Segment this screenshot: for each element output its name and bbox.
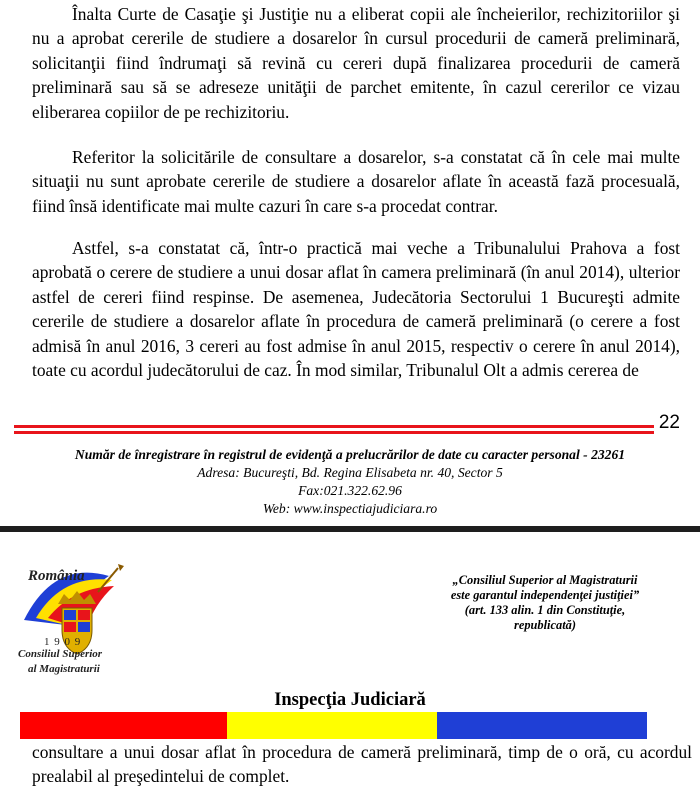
tricolor-red: [20, 712, 227, 739]
paragraph-file-consultation: Referitor la solicitările de consultare a dosarelor, s-a constatat că în cele mai multe situaţii nu sunt aprobate cererile de studiere a dosarelor aflate în această fază procesuală, fiind însă identificate mai multe cazuri în care s-a procedat contrar.: [32, 147, 680, 216]
quote-line-3: (art. 133 alin. 1 din Constituţie,: [464, 603, 626, 617]
footer-web: Web: www.inspectiajudiciara.ro: [262, 501, 438, 516]
constitution-quote: [405, 573, 685, 633]
tricolor-yellow: [227, 712, 437, 739]
logo-text-magistraturii: al Magistraturii: [28, 663, 100, 675]
paragraph-high-court: Înalta Curte de Casaţie şi Justiţie nu a eliberat copii ale încheierilor, rechizitoriilor şi nu a aprobat cererile de studiere a dosarelor în cursul procedurii de cameră preliminară, solicitanţii fiind îndrumaţi să revină cu cereri după finalizarea procedurii de cameră preliminară sau să se adreseze unităţii de parchet emitente, în cazul cererilor ce vizau eliberarea copiilor de pe rechizitoriu.: [32, 4, 680, 122]
logo-text-csm: Consiliul Superior: [18, 648, 103, 660]
paragraph-practice-examples: Astfel, s-a constatat că, într-o practică mai veche a Tribunalului Prahova a fost aprobată o cerere de studiere a unui dosar aflat în camera preliminară (în anul 2014), ulterior astfel de cereri fiind respinse. De asemenea, Judecătoria Sectorului 1 Bucureşti admite cererile de studiere a dosarelor aflate în procedura de cameră preliminară (o cerere a fost admisă în anul 2016, 3 cereri au fost admise în anul 2015, respectiv o cerere în anul 2014), toate cu acordul judecătorului de caz. În mod similar, Tribunalul Olt a admis cererea de: [32, 238, 680, 381]
page-number: 22: [658, 412, 680, 433]
footer-fax: Fax:021.322.62.96: [298, 483, 402, 498]
quote-line-2: este garantul independenţei justiţiei”: [450, 588, 640, 602]
institution-title: Inspecţia Judiciară: [274, 690, 426, 710]
red-rule-top: [14, 425, 654, 428]
tricolor-blue: [437, 712, 647, 739]
paragraph-continuation: consultare a unui dosar aflat în procedura de cameră preliminară, timp de o oră, cu acordul prealabil al preşedintelui de complet.: [32, 742, 692, 787]
logo-text-romania: România: [28, 568, 85, 584]
page-separator: [0, 526, 700, 532]
footer-registry: Număr de înregistrare în registrul de evidenţă a prelucrărilor de date cu caracter personal - 23261: [74, 447, 626, 462]
logo-year: 1 9 0 9: [44, 636, 82, 648]
csm-logo: [14, 558, 144, 688]
quote-line-4: republicată): [514, 618, 576, 632]
footer-address: Adresa: Bucureşti, Bd. Regina Elisabeta nr. 40, Sector 5: [197, 465, 503, 480]
red-rule-bottom: [14, 431, 654, 434]
quote-line-1: „Consiliul Superior al Magistraturii: [452, 573, 638, 587]
